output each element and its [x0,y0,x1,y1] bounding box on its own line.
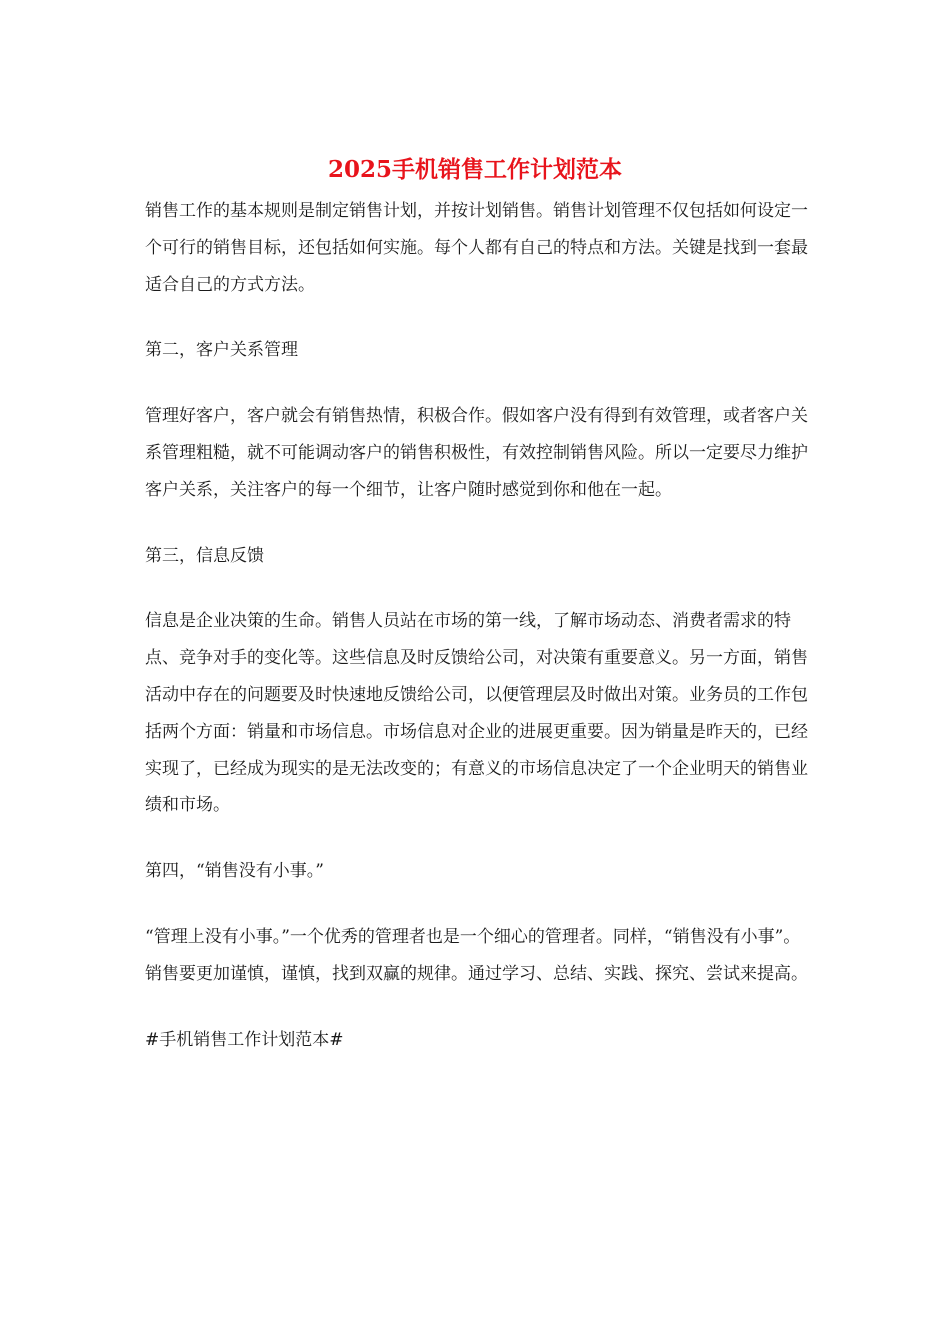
footer-hashtag: #手机销售工作计划范本# [145,1029,344,1050]
section4-paragraph: “管理上没有小事。”一个优秀的管理者也是一个细心的管理者。同样，“销售没有小事”。销售要更加谨慎，谨慎，找到双赢的规律。通过学习、总结、实践、探究、尝试来提高。 [145,926,808,984]
section2-paragraph: 管理好客户，客户就会有销售热情，积极合作。假如客户没有得到有效管理，或者客户关系管理粗糙，就不可能调动客户的销售积极性，有效控制销售风险。所以一定要尽力维护客户关系，关注客户的每一个细节，让客户随时感觉到你和他在一起。 [145,406,808,500]
section3-heading: 第三，信息反馈 [145,545,264,566]
intro-paragraph: 销售工作的基本规则是制定销售计划，并按计划销售。销售计划管理不仅包括如何设定一个可行的销售目标，还包括如何实施。每个人都有自己的特点和方法。关键是找到一套最适合自己的方式方法。 [145,201,808,295]
section4-heading: 第四，“销售没有小事。” [145,861,324,882]
section3-paragraph: 信息是企业决策的生命。销售人员站在市场的第一线，了解市场动态、消费者需求的特点、竞争对手的变化等。这些信息及时反馈给公司，对决策有重要意义。另一方面，销售活动中存在的问题要及时快速地反馈给公司，以便管理层及时做出对策。业务员的工作包括两个方面：销量和市场信息。市场信息对企业的进展更重要。因为销量是昨天的，已经实现了，已经成为现实的是无法改变的；有意义的市场信息决定了一个企业明天的销售业绩和市场。 [145,611,808,816]
document-title: 2025手机销售工作计划范本 [327,156,622,183]
section2-heading: 第二，客户关系管理 [145,340,298,361]
document-body [145,193,810,1058]
